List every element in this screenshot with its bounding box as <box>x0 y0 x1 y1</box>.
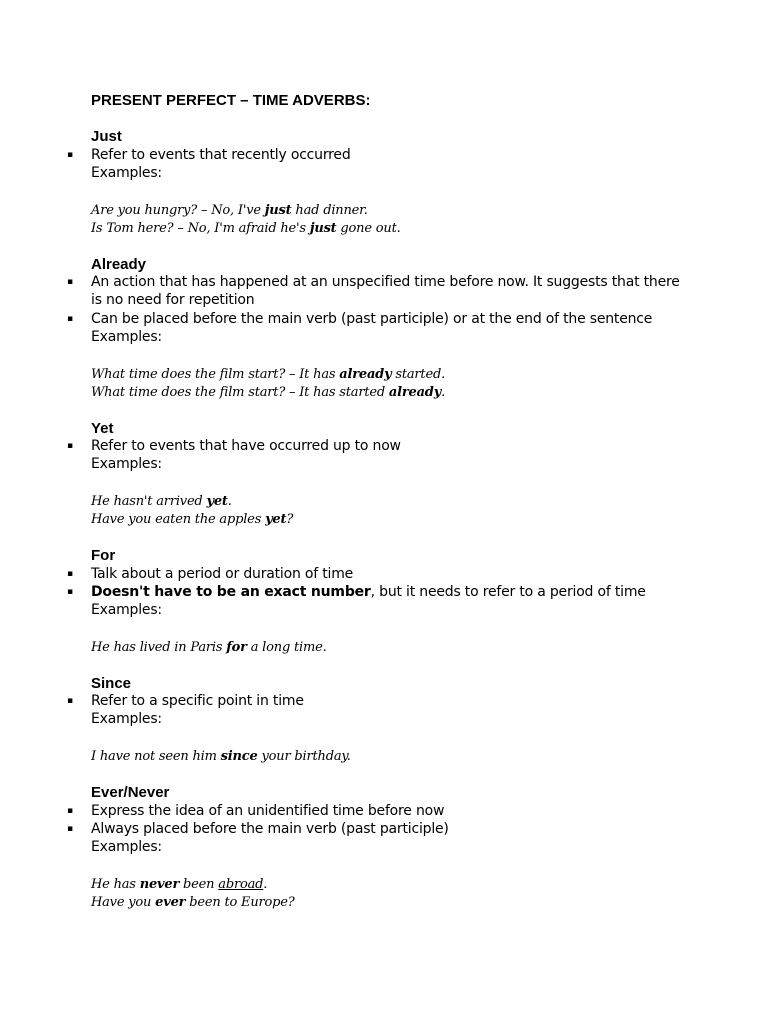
text-segment: Refer to events that have occurred up to now <box>91 438 401 454</box>
bullet-text <box>91 437 401 455</box>
section-heading: Yet <box>91 420 114 437</box>
bullet-marker: ▪ <box>67 587 74 597</box>
adverb-highlight: already <box>339 367 392 382</box>
section-heading: Since <box>91 675 132 692</box>
adverb-highlight: for <box>226 640 247 655</box>
text-segment: had dinner. <box>291 203 368 218</box>
example-sentence <box>91 876 267 894</box>
text-segment: Talk about a period or duration of time <box>91 566 354 582</box>
section-heading: For <box>91 547 116 564</box>
text-segment: Have you eaten the apples <box>91 512 266 527</box>
examples-label: Examples: <box>91 711 162 727</box>
text-segment: He has <box>91 877 140 892</box>
example-sentence <box>91 511 293 529</box>
text-segment: Refer to a specific point in time <box>91 693 304 709</box>
bullet-marker: ▪ <box>67 824 74 834</box>
adverb-highlight: already <box>388 385 442 400</box>
text-segment: Are you hungry? – No, I've <box>91 203 265 218</box>
example-sentence <box>91 202 368 220</box>
text-segment: . <box>263 877 268 892</box>
example-sentence <box>91 894 295 912</box>
text-segment: Is Tom here? – No, I'm afraid he's <box>91 221 310 236</box>
adverb-highlight: just <box>264 203 292 218</box>
text-segment: He hasn't arrived <box>91 494 207 509</box>
underlined-word: abroad <box>218 877 264 892</box>
adverb-highlight: just <box>309 221 337 236</box>
examples-label: Examples: <box>91 602 162 618</box>
adverb-highlight: ever <box>155 895 186 910</box>
bullet-marker: ▪ <box>67 277 74 287</box>
text-segment: What time does the film start? – It has <box>91 367 340 382</box>
text-segment: I have not seen him <box>91 749 221 764</box>
bullet-marker: ▪ <box>67 150 74 160</box>
bullet-marker: ▪ <box>67 806 74 816</box>
bullet-text-continued: is no need for repetition <box>91 292 255 308</box>
adverb-highlight: yet <box>206 494 228 509</box>
bullet-text <box>91 273 680 291</box>
text-segment: a long time. <box>246 640 327 655</box>
text-segment: Express the idea of an unidentified time before now <box>91 803 445 819</box>
example-sentence <box>91 366 445 384</box>
text-segment: , but it needs to refer to a period of time <box>370 584 646 600</box>
text-segment: He has lived in Paris <box>91 640 227 655</box>
bullet-marker: ▪ <box>67 569 74 579</box>
text-segment: ? <box>286 512 294 527</box>
text-segment: your birthday. <box>257 749 351 764</box>
section-heading: Ever/Never <box>91 784 170 801</box>
section-heading: Just <box>91 128 122 145</box>
text-segment: Refer to events that recently occurred <box>91 147 351 163</box>
bullet-marker: ▪ <box>67 441 74 451</box>
text-segment: been <box>179 877 219 892</box>
section-heading: Already <box>91 256 147 273</box>
bullet-marker: ▪ <box>67 314 74 324</box>
text-segment: . <box>227 494 232 509</box>
examples-label: Examples: <box>91 456 162 472</box>
text-segment: Have you <box>91 895 156 910</box>
example-sentence <box>91 384 445 402</box>
text-segment: gone out. <box>336 221 401 236</box>
page-title: PRESENT PERFECT – TIME ADVERBS: <box>91 92 371 109</box>
example-sentence <box>91 493 232 511</box>
bullet-text <box>91 583 646 601</box>
text-segment: started. <box>391 367 446 382</box>
bullet-marker: ▪ <box>67 696 74 706</box>
example-sentence <box>91 639 327 657</box>
text-segment: Can be placed before the main verb (past participle) or at the end of the sentence <box>91 311 653 327</box>
example-sentence <box>91 748 351 766</box>
bold-text: Doesn't have to be an exact number <box>91 584 371 600</box>
bullet-text <box>91 692 304 710</box>
adverb-highlight: since <box>220 749 258 764</box>
bullet-text <box>91 146 351 164</box>
bullet-text <box>91 802 444 820</box>
bullet-text <box>91 565 353 583</box>
text-segment: . <box>441 385 445 400</box>
text-segment: Always placed before the main verb (past participle) <box>91 821 449 837</box>
bullet-text <box>91 820 449 838</box>
examples-label: Examples: <box>91 165 162 181</box>
bullet-text <box>91 310 652 328</box>
examples-label: Examples: <box>91 839 162 855</box>
text-segment: An action that has happened at an unspecified time before now. It suggests that there <box>91 274 680 290</box>
text-segment: What time does the film start? – It has started <box>91 385 389 400</box>
examples-label: Examples: <box>91 329 162 345</box>
adverb-highlight: yet <box>265 512 287 527</box>
example-sentence <box>91 220 401 238</box>
adverb-highlight: never <box>139 877 180 892</box>
text-segment: been to Europe? <box>185 895 295 910</box>
